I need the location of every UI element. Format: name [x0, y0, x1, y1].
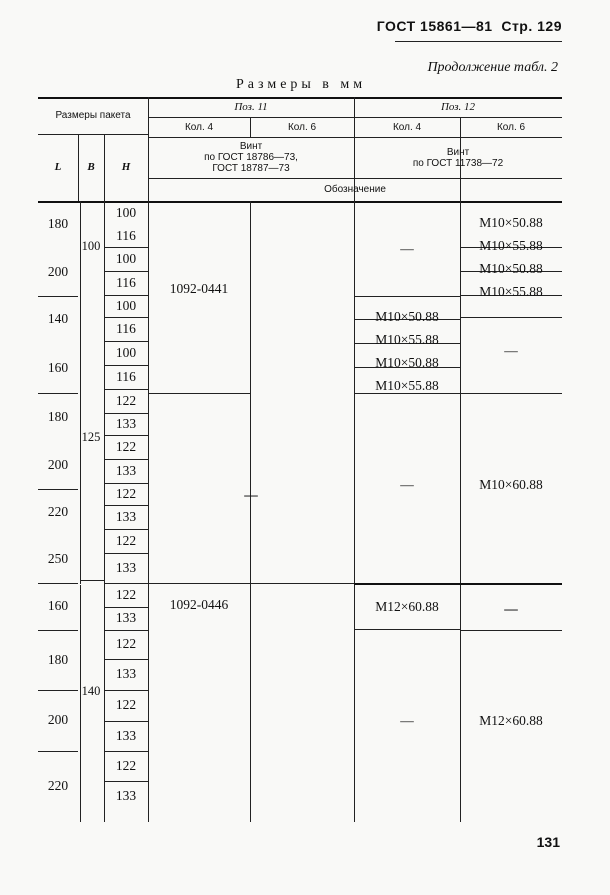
l-value: 180	[47, 408, 69, 424]
pos11-screw-title: Винт	[239, 141, 263, 152]
h-value: 122	[115, 586, 137, 602]
h-value: 122	[115, 757, 137, 773]
pos12-qty4-dash: —	[400, 240, 414, 256]
pos12-qty6-header: Кол. 6	[496, 121, 526, 133]
pos12-qty6-dash: —	[504, 600, 518, 616]
l-value: 160	[47, 598, 69, 614]
designation-header: Обозначение	[324, 184, 386, 195]
l-value: 220	[47, 778, 69, 794]
l-value: 180	[47, 216, 69, 232]
pos12-header: Поз. 12	[440, 100, 476, 113]
page-header	[377, 18, 562, 34]
pos11-designation: 1092-0446	[169, 596, 229, 612]
pos11-qty4-header: Кол. 4	[184, 121, 214, 133]
l-value: 200	[47, 263, 69, 279]
l-value: 200	[47, 456, 69, 472]
l-value: 250	[47, 551, 69, 567]
pos12-qty4-value: М12×60.88	[375, 598, 439, 614]
h-value: 133	[115, 559, 137, 575]
h-value: 133	[115, 610, 137, 626]
h-value: 133	[115, 788, 137, 804]
h-value: 133	[115, 415, 137, 431]
l-value: 180	[47, 651, 69, 667]
pos12-qty6-value: М10×55.88	[479, 283, 543, 299]
h-value: 122	[115, 438, 137, 454]
h-value: 116	[116, 274, 136, 290]
standard-code: ГОСТ 15861—81	[376, 18, 493, 34]
h-value: 122	[115, 697, 137, 713]
pos12-screw-std: по ГОСТ 11738—72	[412, 157, 504, 169]
l-value: 220	[47, 504, 69, 520]
col-b-header: B	[87, 161, 95, 174]
pos11-screw-header	[148, 137, 354, 178]
pos12-screw-title: Винт	[446, 146, 470, 158]
package-sizes-header: Размеры пакета	[55, 110, 131, 121]
pos12-qty4-value: М10×50.88	[375, 354, 439, 370]
pos12-qty6-dash: —	[504, 342, 518, 358]
pos12-qty6-value: М10×55.88	[479, 237, 543, 253]
b-value: 100	[81, 239, 101, 254]
h-value: 122	[115, 532, 137, 548]
l-value: 160	[47, 359, 69, 375]
pos12-qty6-value: М10×50.88	[479, 260, 543, 276]
h-value: 100	[115, 204, 137, 220]
h-value: 122	[115, 485, 137, 501]
pos12-qty6-value: М10×60.88	[479, 476, 543, 492]
pos11-header: Поз. 11	[234, 100, 268, 113]
h-value: 122	[115, 392, 137, 408]
pos12-qty4-dash: —	[400, 476, 414, 492]
pos12-qty4-header: Кол. 4	[392, 121, 422, 133]
units-caption: Размеры в мм	[236, 77, 367, 92]
page-number: 131	[536, 834, 560, 850]
h-value: 122	[115, 636, 137, 652]
pos11-screw-std2: ГОСТ 18787—73	[212, 163, 290, 174]
b-value: 140	[81, 684, 101, 699]
l-value: 140	[47, 311, 69, 327]
pos12-qty4-value: М10×55.88	[375, 377, 439, 393]
pos12-qty4-dash: —	[400, 712, 414, 728]
h-value: 100	[115, 344, 137, 360]
pos11-designation: 1092-0441	[169, 280, 229, 296]
page-reference: Стр. 129	[501, 18, 562, 34]
h-value: 133	[115, 727, 137, 743]
b-value: 125	[81, 430, 101, 445]
pos12-qty4-value: М10×50.88	[375, 308, 439, 324]
col-l-header: L	[54, 161, 62, 174]
l-value: 200	[47, 712, 69, 728]
pos12-screw-header	[354, 137, 562, 178]
col-h-header: H	[121, 161, 131, 174]
dimensions-table	[38, 97, 562, 822]
pos11-screw-std1: по ГОСТ 18786—73,	[204, 152, 298, 163]
pos12-qty6-value: М10×50.88	[479, 214, 543, 230]
header-rule	[395, 41, 562, 42]
h-value: 116	[116, 368, 136, 384]
continuation-note: Продолжение табл. 2	[427, 60, 558, 75]
h-value: 133	[115, 508, 137, 524]
h-value: 100	[115, 250, 137, 266]
h-value: 116	[116, 227, 136, 243]
h-value: 100	[115, 297, 137, 313]
pos12-qty4-value: М10×55.88	[375, 331, 439, 347]
pos11-qty6-header: Кол. 6	[287, 121, 317, 133]
h-value: 116	[116, 320, 136, 336]
h-value: 133	[115, 666, 137, 682]
pos11-dash: —	[244, 486, 258, 502]
h-value: 133	[115, 462, 137, 478]
pos12-qty6-value: М12×60.88	[479, 712, 543, 728]
